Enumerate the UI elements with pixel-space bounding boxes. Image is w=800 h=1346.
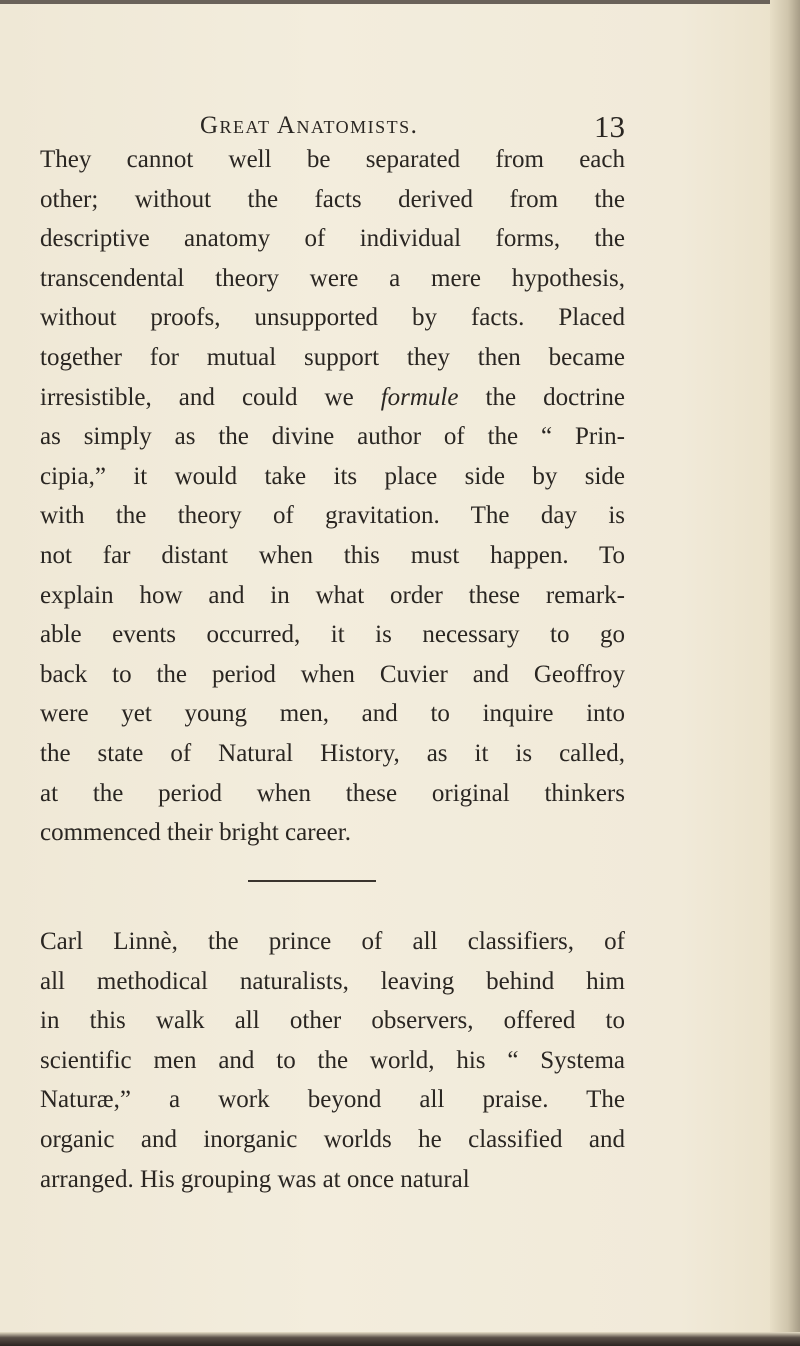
text-line: arranged. His grouping was at once natural bbox=[40, 1165, 470, 1193]
text-segment: the doctrine bbox=[485, 383, 625, 411]
text-line: in this walk all other observers, offered to bbox=[40, 1007, 625, 1035]
text-line: transcendental theory were a mere hypothesis, bbox=[40, 264, 625, 292]
page-top-edge bbox=[0, 0, 790, 4]
text-line: not far distant when this must happen. To bbox=[40, 541, 625, 569]
paragraph-1 bbox=[40, 140, 625, 853]
text-line: cipia,” it would take its place side by side bbox=[40, 462, 625, 490]
text-line: commenced their bright career. bbox=[40, 819, 351, 847]
text-line: explain how and in what order these remark- bbox=[40, 581, 625, 609]
text-line: as simply as the divine author of the “ Prin- bbox=[40, 423, 625, 451]
text-line: They cannot well be separated from each bbox=[40, 146, 625, 173]
italic-word: formule bbox=[380, 383, 459, 411]
page-number: 13 bbox=[594, 109, 625, 144]
section-divider bbox=[248, 880, 376, 882]
text-line: back to the period when Cuvier and Geoffroy bbox=[40, 660, 625, 688]
page-bottom-edge bbox=[0, 1332, 800, 1346]
text-line: descriptive anatomy of individual forms, the bbox=[40, 225, 625, 253]
paragraph-2 bbox=[40, 922, 625, 1199]
text-line: with the theory of gravitation. The day is bbox=[40, 502, 625, 530]
text-line: Carl Linnè, the prince of all classifiers, of bbox=[40, 928, 625, 955]
text-line: Naturæ,” a work beyond all praise. The bbox=[40, 1086, 625, 1114]
text-line: at the period when these original thinkers bbox=[40, 779, 625, 807]
text-line: all methodical naturalists, leaving behind him bbox=[40, 967, 625, 995]
text-line bbox=[40, 378, 625, 418]
running-title: Great Anatomists. bbox=[200, 112, 419, 139]
text-line: the state of Natural History, as it is called, bbox=[40, 739, 625, 767]
text-line: able events occurred, it is necessary to go bbox=[40, 621, 625, 649]
text-line: without proofs, unsupported by facts. Placed bbox=[40, 304, 625, 332]
text-line: scientific men and to the world, his “ Systema bbox=[40, 1046, 625, 1074]
page-right-edge bbox=[770, 0, 800, 1346]
text-line: together for mutual support they then became bbox=[40, 343, 625, 371]
text-segment: irresistible, and could we bbox=[40, 383, 354, 411]
text-line: organic and inorganic worlds he classified and bbox=[40, 1125, 625, 1153]
text-line: other; without the facts derived from the bbox=[40, 185, 625, 213]
text-line: were yet young men, and to inquire into bbox=[40, 700, 625, 728]
